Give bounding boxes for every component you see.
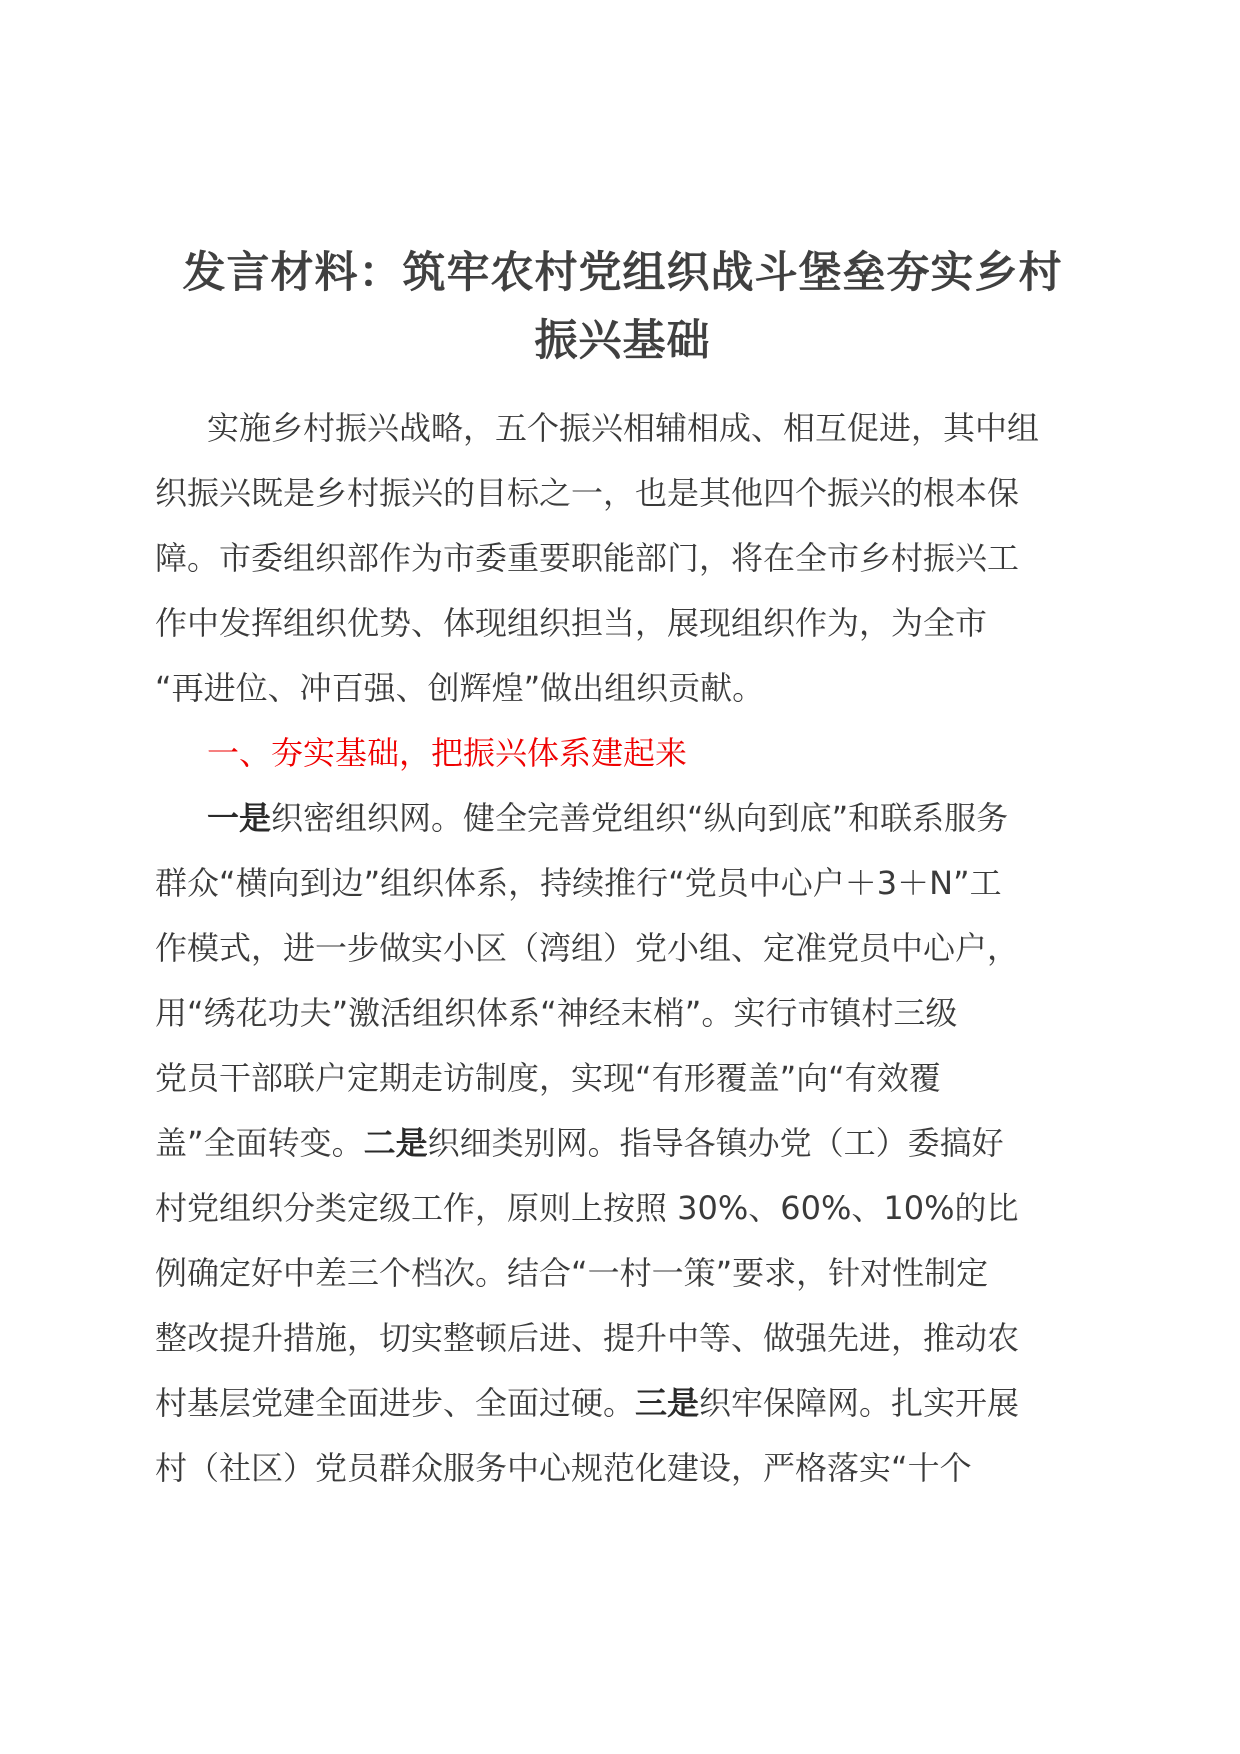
document-title-line-1: 发言材料：筑牢农村党组织战斗堡垒夯实乡村 (182, 248, 1063, 298)
intro-line-4: 作中发挥组织优势、体现组织担当，展现组织作为，为全市 (155, 604, 988, 642)
para2-line-7: 村党组织分类定级工作，原则上按照 30%、60%、10%的比 (155, 1189, 1019, 1227)
para2-line-2: 群众“横向到边”组织体系，持续推行“党员中心户＋3＋N”工 (155, 864, 1002, 902)
section-heading-1: 一、夯实基础，把振兴体系建起来 (207, 734, 688, 772)
lead-ershi: 二是 (363, 1124, 428, 1162)
para2-line-1 (155, 786, 1090, 851)
para2-line-6-start: 盖”全面转变。 (155, 1124, 364, 1162)
para2-line-3: 作模式，进一步做实小区（湾组）党小组、定准党员中心户， (155, 929, 1020, 967)
para2-line-1-text: 织密组织网。健全完善党组织“纵向到底”和联系服务 (271, 799, 1009, 837)
para2-line-11: 村（社区）党员群众服务中心规范化建设，严格落实“十个 (155, 1449, 972, 1487)
para2-line-8: 例确定好中差三个档次。结合“一村一策”要求，针对性制定 (155, 1254, 989, 1292)
intro-line-5: “再进位、冲百强、创辉煌”做出组织贡献。 (155, 669, 765, 707)
para2-line-5: 党员干部联户定期走访制度，实现“有形覆盖”向“有效覆 (155, 1059, 941, 1097)
para2-line-4: 用“绣花功夫”激活组织体系“神经末梢”。实行市镇村三级 (155, 994, 958, 1032)
intro-line-3: 障。市委组织部作为市委重要职能部门，将在全市乡村振兴工 (155, 539, 1020, 577)
para2-line-10 (155, 1371, 1090, 1436)
document-title-line-2: 振兴基础 (534, 316, 711, 366)
intro-line-1: 实施乡村振兴战略，五个振兴相辅相成、相互促进，其中组 (207, 409, 1040, 447)
para2-line-6 (155, 1111, 1090, 1176)
intro-line-2: 织振兴既是乡村振兴的目标之一，也是其他四个振兴的根本保 (155, 474, 1020, 512)
para2-line-6-rest: 织细类别网。指导各镇办党（工）委搞好 (427, 1124, 1004, 1162)
intro-paragraph (155, 396, 1090, 1501)
lead-yishi: 一是 (207, 799, 272, 837)
lead-sanshi: 三是 (635, 1384, 700, 1422)
para2-line-10-rest: 织牢保障网。扎实开展 (699, 1384, 1020, 1422)
para2-line-10-start: 村基层党建全面进步、全面过硬。 (155, 1384, 636, 1422)
para2-line-9: 整改提升措施，切实整顿后进、提升中等、做强先进，推动农 (155, 1319, 1020, 1357)
